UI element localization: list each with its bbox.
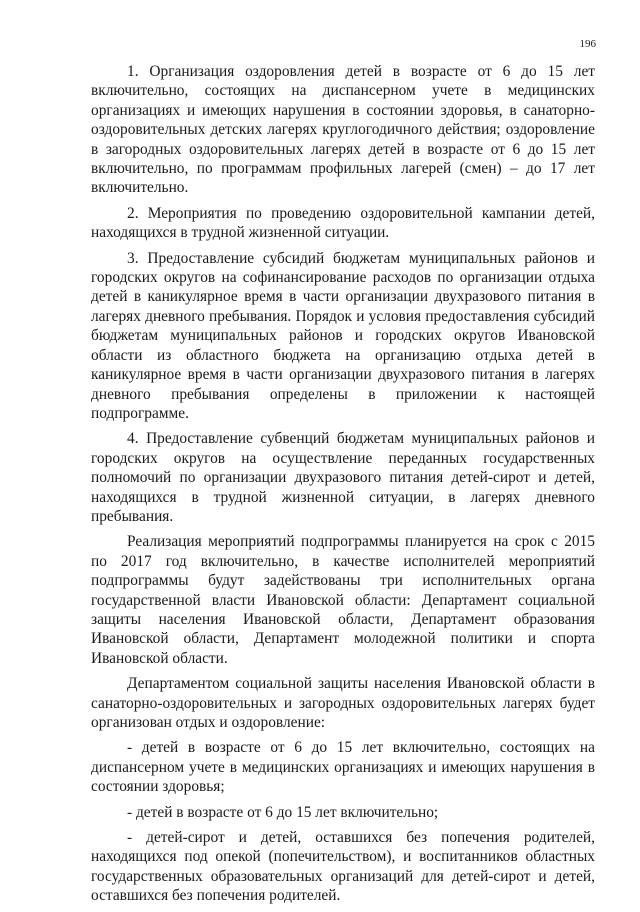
paragraph-item-4: 4. Предоставление субвенций бюджетам муниципальных районов и городских округов на осуществление переданных государственных полномочий по организации двухразового питания детей-сирот и детей, находящихся в трудной жизненной ситуации, в лагерях дневного пребывания. (91, 430, 595, 525)
paragraph-item-2: 2. Мероприятия по проведению оздоровительной кампании детей, находящихся в трудной жизненной ситуации. (91, 204, 595, 242)
paragraph-implementation: Реализация мероприятий подпрограммы планируется на срок с 2015 по 2017 год включительно, в качестве исполнителей мероприятий подпрограммы будут задействованы три исполнительных органа государственной власти Ивановской области: Департамент социальной защиты населения Ивановской области, Департамент образования Ивановской области, Департамент молодежной политики и спорта Ивановской области. (91, 533, 595, 667)
paragraph-department: Департаментом социальной защиты населения Ивановской области в санаторно-оздоровительных и загородных оздоровительных лагерях будет организован отдых и оздоровление: (91, 675, 595, 731)
document-body (91, 62, 595, 912)
page-number: 196 (579, 38, 596, 50)
list-item-sick-children: - детей в возрасте от 6 до 15 лет включительно, состоящих на диспансерном учете в медицинских организациях и имеющих нарушения в состоянии здоровья; (91, 739, 595, 796)
list-item-orphans: - детей-сирот и детей, оставшихся без попечения родителей, находящихся под опекой (попечительством), и воспитанников областных государственных образовательных организаций для детей-сирот и детей, оставшихся без попечения родителей. (91, 829, 595, 905)
paragraph-item-1: 1. Организация оздоровления детей в возрасте от 6 до 15 лет включительно, состоящих на диспансерном учете в медицинских организациях и имеющих нарушения в состоянии здоровья, в санаторно-оздоровительных детских лагерях круглогодичного действия; оздоровление в загородных оздоровительных лагерях детей в возрасте от 6 до 15 лет включительно, по программам профильных лагерей (смен) – до 17 лет включительно. (91, 63, 595, 197)
paragraph-item-3: 3. Предоставление субсидий бюджетам муниципальных районов и городских округов на софинансирование расходов по организации отдыха детей в каникулярное время в части организации двухразового питания в лагерях дневного пребывания. Порядок и условия предоставления субсидий бюджетам муниципальных районов и городских округов Ивановской области из областного бюджета на организацию отдыха детей в каникулярное время в части организации двухразового питания в лагерях дневного пребывания определены в приложении к настоящей подпрограмме. (91, 249, 595, 422)
list-item-children: - детей в возрасте от 6 до 15 лет включительно; (127, 803, 439, 821)
